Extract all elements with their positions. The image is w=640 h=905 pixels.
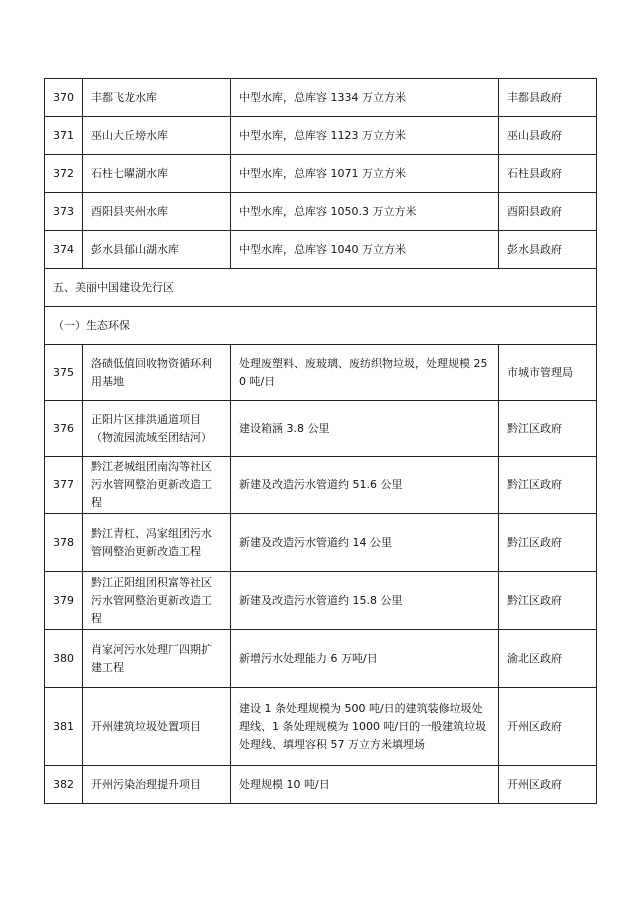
responsible-unit: 巫山县政府 [499,117,597,155]
row-number: 374 [45,231,83,269]
row-number: 379 [45,572,83,630]
table-row [45,231,597,269]
project-table [44,78,597,804]
table-row [45,688,597,766]
table-row [45,79,597,117]
project-description: 处理规模 10 吨/日 [231,766,499,804]
project-description: 中型水库，总库容 1040 万立方米 [231,231,499,269]
responsible-unit: 黔江区政府 [499,514,597,572]
row-number: 378 [45,514,83,572]
project-description: 建设箱涵 3.8 公里 [231,401,499,457]
row-number: 372 [45,155,83,193]
row-number: 381 [45,688,83,766]
project-name: 酉阳县夹州水库 [83,193,231,231]
table-row [45,630,597,688]
project-description: 建设 1 条处理规模为 500 吨/日的建筑装修垃圾处理线、1 条处理规模为 1000 吨/日的一般建筑垃圾处理线、填埋容积 57 万立方米填埋场 [231,688,499,766]
project-name: 开州建筑垃圾处置项目 [83,688,231,766]
project-description: 新建及改造污水管道约 15.8 公里 [231,572,499,630]
project-name: 正阳片区排洪通道项目（物流园流域至团结河） [83,401,231,457]
row-number: 371 [45,117,83,155]
project-name: 肖家河污水处理厂四期扩建工程 [83,630,231,688]
table-row [45,572,597,630]
responsible-unit: 彭水县政府 [499,231,597,269]
project-description: 中型水库，总库容 1071 万立方米 [231,155,499,193]
project-description: 中型水库，总库容 1050.3 万立方米 [231,193,499,231]
table-row [45,117,597,155]
section-row [45,269,597,307]
row-number: 370 [45,79,83,117]
row-number: 375 [45,345,83,401]
project-name: 石柱七曜湖水库 [83,155,231,193]
project-description: 中型水库，总库容 1123 万立方米 [231,117,499,155]
project-name: 巫山大丘塝水库 [83,117,231,155]
table-row [45,401,597,457]
project-description: 新建及改造污水管道约 51.6 公里 [231,457,499,514]
table-row [45,193,597,231]
row-number: 376 [45,401,83,457]
table-row [45,514,597,572]
project-name: 彭水县郁山湖水库 [83,231,231,269]
row-number: 380 [45,630,83,688]
row-number: 382 [45,766,83,804]
section-title: 五、美丽中国建设先行区 [45,269,597,307]
project-description: 新增污水处理能力 6 万吨/日 [231,630,499,688]
subsection-title: （一）生态环保 [45,307,597,345]
responsible-unit: 酉阳县政府 [499,193,597,231]
responsible-unit: 黔江区政府 [499,401,597,457]
responsible-unit: 石柱县政府 [499,155,597,193]
project-name: 黔江老城组团南沟等社区污水管网整治更新改造工程 [83,457,231,514]
project-name: 黔江正阳组团积富等社区污水管网整治更新改造工程 [83,572,231,630]
project-description: 新建及改造污水管道约 14 公里 [231,514,499,572]
project-name: 洛碛低值回收物资循环利用基地 [83,345,231,401]
responsible-unit: 开州区政府 [499,766,597,804]
row-number: 377 [45,457,83,514]
table-row [45,766,597,804]
project-description: 中型水库，总库容 1334 万立方米 [231,79,499,117]
row-number: 373 [45,193,83,231]
project-description: 处理废塑料、废玻璃、废纺织物垃圾，处理规模 250 吨/日 [231,345,499,401]
project-name: 黔江青杠、冯家组团污水管网整治更新改造工程 [83,514,231,572]
responsible-unit: 丰都县政府 [499,79,597,117]
responsible-unit: 市城市管理局 [499,345,597,401]
table-row [45,155,597,193]
subsection-row [45,307,597,345]
project-name: 开州污染治理提升项目 [83,766,231,804]
table-row [45,345,597,401]
responsible-unit: 开州区政府 [499,688,597,766]
responsible-unit: 黔江区政府 [499,457,597,514]
project-name: 丰都飞龙水库 [83,79,231,117]
responsible-unit: 黔江区政府 [499,572,597,630]
responsible-unit: 渝北区政府 [499,630,597,688]
table-row [45,457,597,514]
